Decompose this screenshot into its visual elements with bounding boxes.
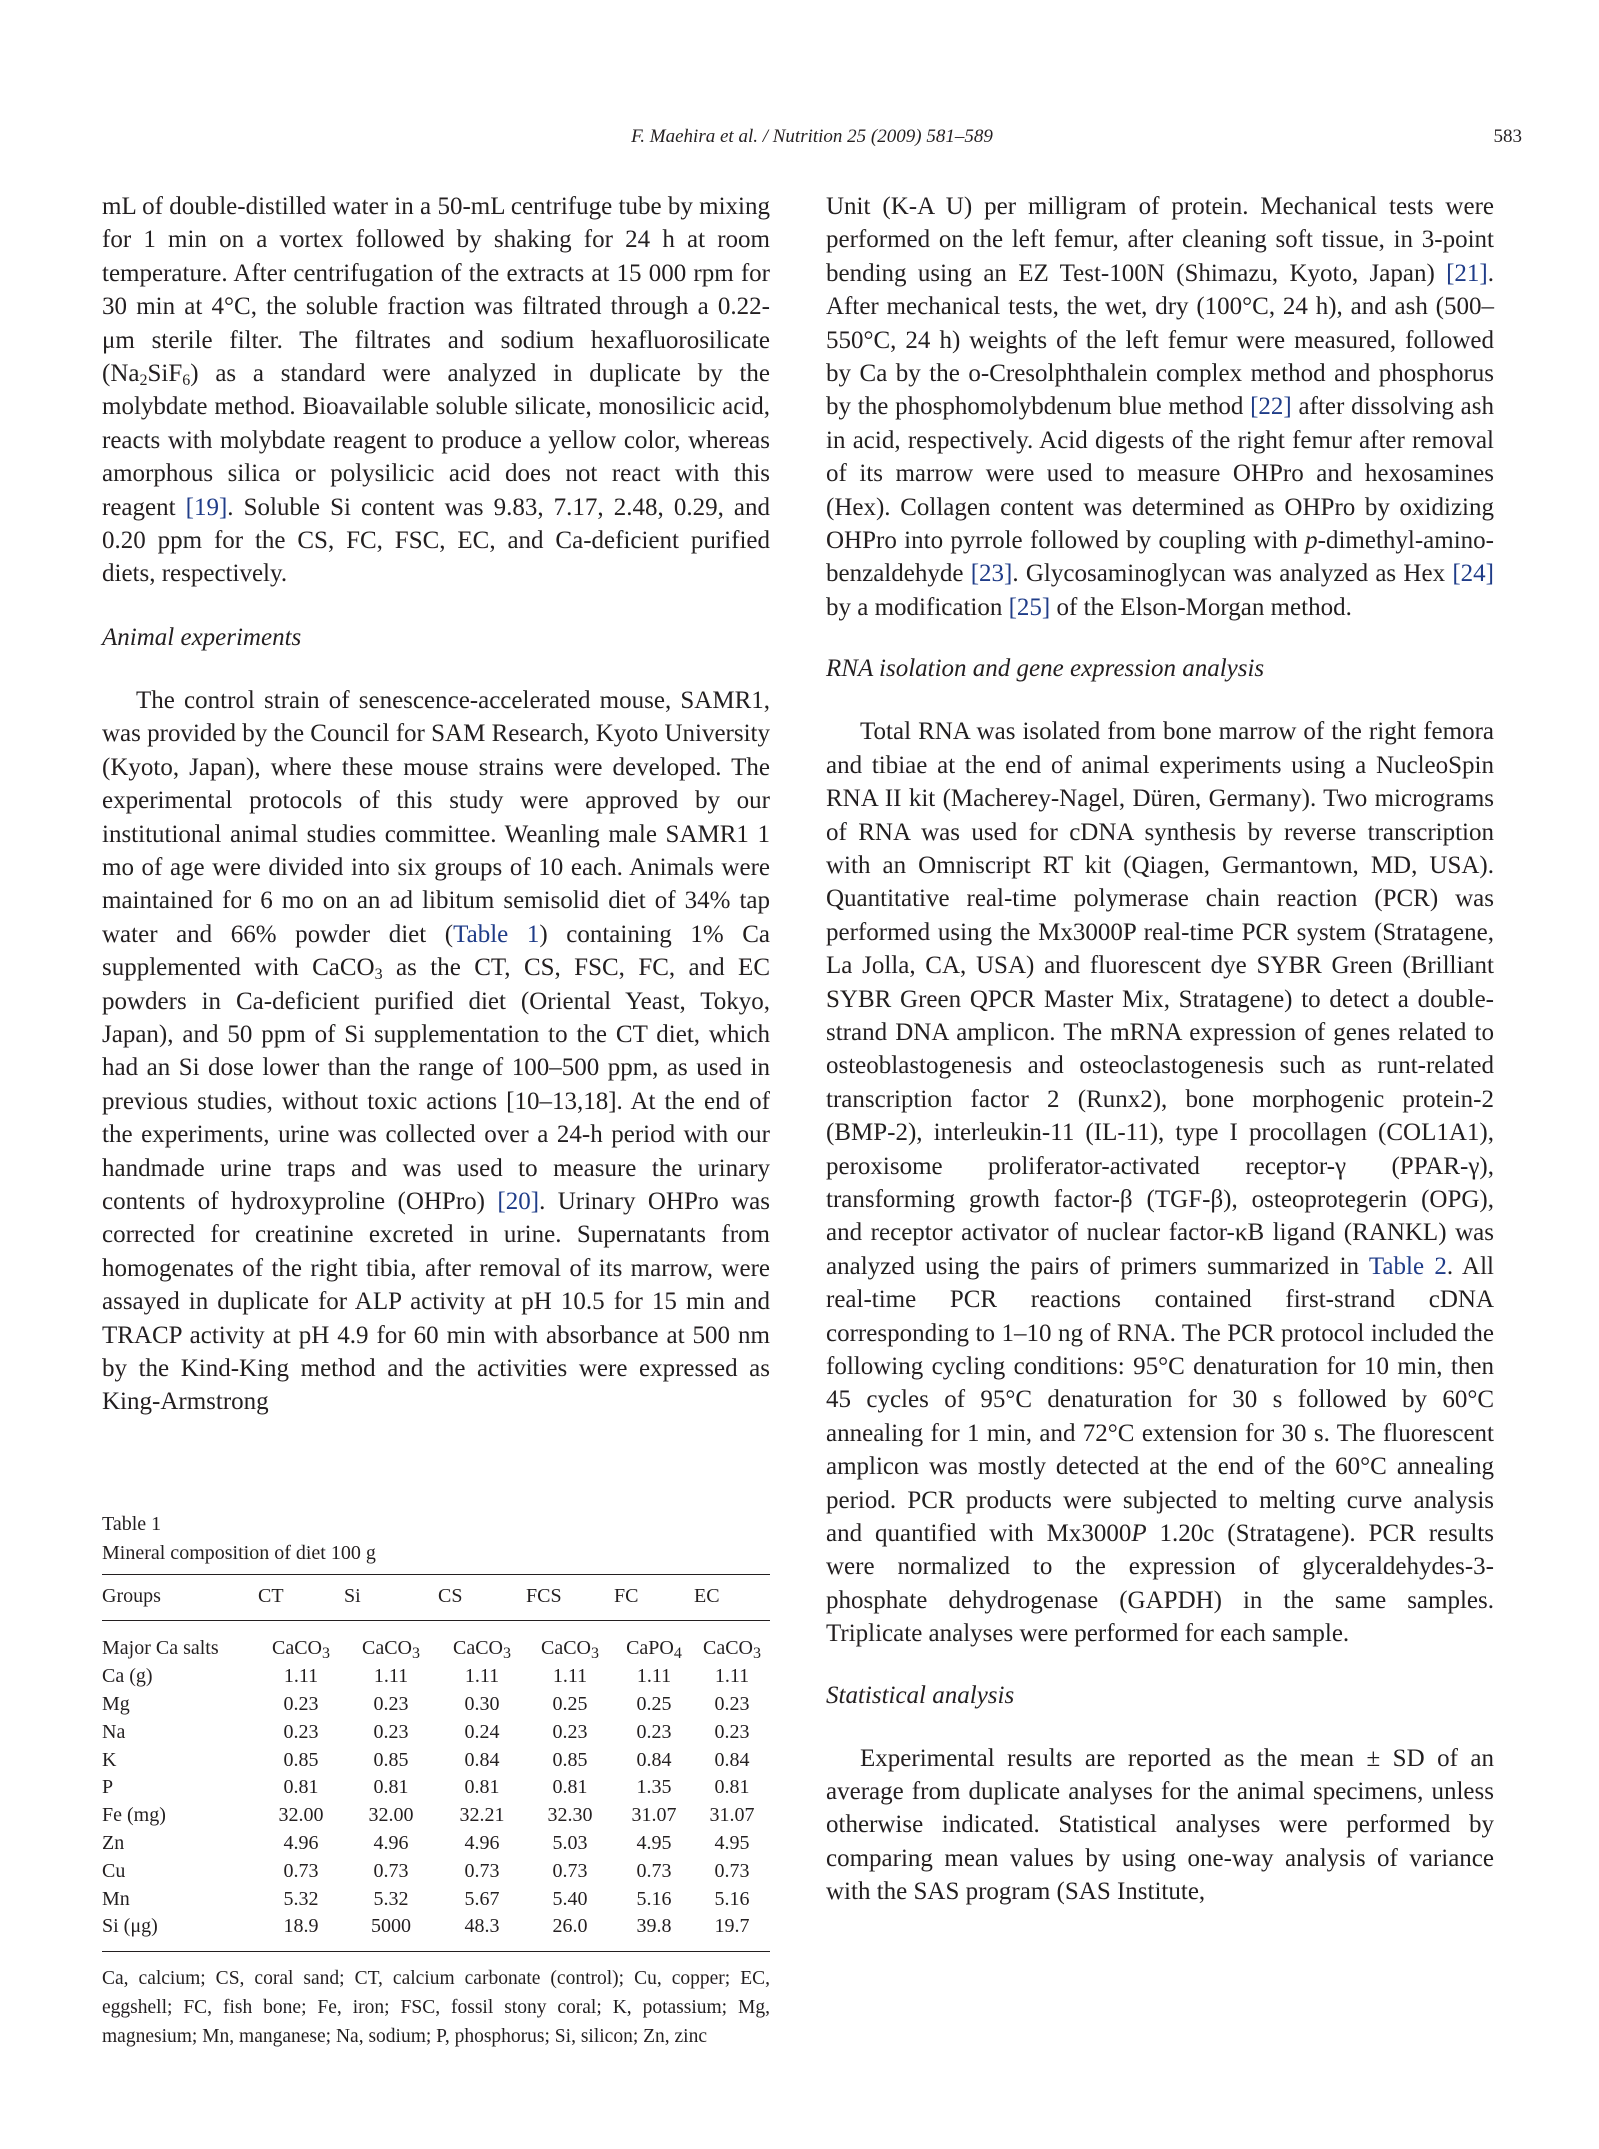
table-cell: CaCO$_3$ (362, 1637, 420, 1663)
column-header: FC (614, 1575, 694, 1621)
table-footnote: Ca, calcium; CS, coral sand; CT, calcium carbonate (control); Cu, copper; EC, eggshell; FC, fish bone; Fe, iron; FSC, fossil stony coral; K, potassium; Mg, magnesium; Mn, manganese; Na, sodium; P, phosphorus; Si, silicon; Zn, zinc (102, 1967, 770, 2047)
table-cell: 5.67 (464, 1887, 500, 1910)
column-header: CT (258, 1575, 344, 1621)
table-cell: 5.32 (283, 1887, 319, 1910)
table-cell: 0.25 (636, 1692, 672, 1715)
table-cell: 0.24 (464, 1720, 500, 1743)
table-cell: 32.00 (368, 1804, 414, 1827)
table-row (102, 1857, 770, 1885)
subscript: 3 (374, 966, 383, 984)
paragraph-mechanical-tests: Unit (K-A U) per milligram of protein. Mechanical tests were performed on the left femur, after cleaning soft tissue, in 3-point bending using an EZ Test-100N (Shimazu, Kyoto, Japan) [21]. After mechanical tests, the wet, dry (100°C, 24 h), and ash (500–550°C, 24 h) weights of the left femur were measured, followed by Ca by the o-Cresolphthalein complex method and phosphorus by the phosphomolybdenum blue method [22] after dissolving ash in acid, respectively. Acid digests of the right femur after removal of its marrow were used to measure OHPro and hexosamines (Hex). Collagen content was determined as OHPro by oxidizing OHPro into pyrrole followed by coupling with p-dimethyl-amino-benzaldehyde [23]. Glycosaminoglycan was analyzed as Hex [24] by a modification [25] of the Elson-Morgan method. (826, 193, 1494, 621)
section-heading-rna-isolation: RNA isolation and gene expression analysis (826, 655, 1265, 683)
paragraph-animal-experiments: The control strain of senescence-accelerated mouse, SAMR1, was provided by the Council for SAM Research, Kyoto University (Kyoto, Japan), where these mouse strains were developed. The experimental protocols of this study were approved by our institutional animal studies committee. Weanling male SAMR1 1 mo of age were divided into six groups of 10 each. Animals were maintained for 6 mo on an ad libitum semisolid diet of 34% tap water and 66% powder diet (Table 1) containing 1% Ca supplemented with CaCO$_3$ as the CT, CS, FSC, FC, and EC powders in Ca-deficient purified diet (Oriental Yeast, Tokyo, Japan), and 50 ppm of Si supplementation to the CT diet, which had an Si dose lower than the range of 100–500 ppm, as used in previous studies, without toxic actions [10–13,18]. At the end of the experiments, urine was collected over a 24-h period with our handmade urine traps and was used to measure the urinary contents of hydroxyproline (OHPro) [20]. Urinary OHPro was corrected for creatinine excreted in urine. Supernatants from homogenates of the right tibia, after removal of its marrow, were assayed in duplicate for ALP activity at pH 10.5 for 15 min and TRACP activity at pH 4.9 for 60 min with absorbance at 500 nm by the Kind-King method and the activities were expressed as King-Armstrong (102, 686, 771, 1416)
table-cell: 0.73 (373, 1859, 409, 1882)
table-cell: 0.84 (714, 1748, 750, 1771)
section-heading-statistical-analysis: Statistical analysis (826, 1681, 1015, 1709)
table-cell: 1.11 (714, 1665, 750, 1688)
table-cell: 5.32 (373, 1887, 409, 1910)
citation-link[interactable]: [22] (1250, 393, 1292, 421)
column-header: Groups (102, 1575, 258, 1621)
column-header: CS (438, 1575, 526, 1621)
table-cell: 0.23 (373, 1720, 409, 1743)
italic-text: p (1305, 527, 1318, 555)
table-row (102, 1621, 770, 1663)
table-cell: 0.23 (283, 1720, 319, 1743)
table-cell: 4.96 (373, 1831, 409, 1854)
table-cell: 4.96 (464, 1831, 500, 1854)
row-label: Na (102, 1720, 126, 1743)
table-cell: 5.16 (636, 1887, 672, 1910)
row-label: Cu (102, 1859, 126, 1882)
table-cell: 1.11 (636, 1665, 672, 1688)
table-row (102, 1913, 770, 1951)
table-cell: 0.23 (714, 1692, 750, 1715)
table-cell: 0.84 (464, 1748, 500, 1771)
row-label: Mn (102, 1887, 130, 1910)
table-row (102, 1830, 770, 1858)
table-cell: 0.73 (464, 1859, 500, 1882)
citation-link[interactable]: [19] (185, 493, 228, 521)
citation-link[interactable]: [25] (1008, 593, 1051, 621)
citation-link[interactable]: [21] (1446, 259, 1488, 287)
table-cell: 4.95 (714, 1831, 750, 1854)
row-label: Si (μg) (102, 1913, 258, 1951)
paragraph-statistical-analysis: Experimental results are reported as the mean ± SD of an average from duplicate analyses for the animal specimens, unless otherwise indicated. Statistical analyses were performed by comparing mean values by using one-way analysis of variance with the SAS program (SAS Institute, (826, 1744, 1494, 1906)
column-header: FCS (526, 1575, 614, 1621)
table-cell: CaCO$_3$ (703, 1637, 761, 1663)
table-body (102, 1621, 770, 1952)
table-cell: 4.96 (283, 1831, 319, 1854)
row-label: Ca (g) (102, 1665, 153, 1688)
table-cell: 31.07 (631, 1804, 677, 1827)
right-column (826, 190, 1494, 1909)
table-cell: 5.16 (714, 1887, 750, 1910)
table-cell: 5.03 (552, 1831, 588, 1854)
table-label: Table 1 (102, 1513, 162, 1535)
row-label: K (102, 1748, 117, 1771)
table-cell: 32.30 (547, 1804, 593, 1827)
table-cell: 0.23 (636, 1720, 672, 1743)
mineral-composition-table (102, 1574, 770, 1952)
table-cell: 39.8 (614, 1913, 694, 1951)
table-cell: 4.95 (636, 1831, 672, 1854)
column-header: EC (694, 1575, 770, 1621)
table-cell: 0.73 (283, 1859, 319, 1882)
table-cell: 1.11 (373, 1665, 409, 1688)
row-label: Major Ca salts (102, 1637, 219, 1660)
subscript: 6 (182, 372, 191, 390)
table-cell: 0.81 (714, 1776, 750, 1799)
citation-link[interactable]: [24] (1452, 560, 1494, 588)
row-label: P (102, 1776, 114, 1799)
table-cell: 0.81 (552, 1776, 588, 1799)
table-row (102, 1802, 770, 1830)
left-column (102, 190, 770, 1419)
section-heading-animal-experiments: Animal experiments (102, 623, 302, 651)
page-number: 583 (1493, 126, 1522, 147)
table-cell: CaCO$_3$ (272, 1637, 330, 1663)
italic-text: P (1131, 1520, 1147, 1548)
table-cell: 0.30 (464, 1692, 500, 1715)
table-cell: CaCO$_3$ (453, 1637, 511, 1663)
table-cell: 48.3 (438, 1913, 526, 1951)
table-cell: 0.81 (283, 1776, 319, 1799)
table-cell: 0.73 (636, 1859, 672, 1882)
table-cell: 1.35 (636, 1776, 672, 1799)
table-cell: CaPO$_4$ (626, 1637, 682, 1663)
table-cell: 0.85 (552, 1748, 588, 1771)
table-header-row (102, 1575, 770, 1621)
table-cell: 0.81 (373, 1776, 409, 1799)
row-label: Fe (mg) (102, 1804, 166, 1827)
table-cell: 1.11 (552, 1665, 588, 1688)
column-header: Si (344, 1575, 438, 1621)
subscript: 2 (139, 372, 148, 390)
table-caption: Mineral composition of diet 100 g (102, 1542, 376, 1564)
table-cell: 0.73 (552, 1859, 588, 1882)
table-cell: 0.23 (283, 1692, 319, 1715)
table-row (102, 1663, 770, 1691)
table-row (102, 1718, 770, 1746)
citation-link[interactable]: [20] (497, 1187, 540, 1215)
table-cell: 26.0 (526, 1913, 614, 1951)
table-cell: 32.00 (278, 1804, 324, 1827)
paragraph-rna-isolation: Total RNA was isolated from bone marrow of the right femora and tibiae at the end of animal experiments using a NucleoSpin RNA II kit (Macherey-Nagel, Düren, Germany). Two micrograms of RNA was used for cDNA synthesis by reverse transcription with an Omniscript RT kit (Qiagen, Germantown, MD, USA). Quantitative real-time polymerase chain reaction (PCR) was performed using the Mx3000P real-time PCR system (Stratagene, La Jolla, CA, USA) and fluorescent dye SYBR Green (Brilliant SYBR Green QPCR Master Mix, Stratagene) to detect a double-strand DNA amplicon. The mRNA expression of genes related to osteoblastogenesis and osteoclastogenesis such as runt-related transcription factor 2 (Runx2), bone morphogenic protein-2 (BMP-2), interleukin-11 (IL-11), type I procollagen (COL1A1), peroxisome proliferator-activated receptor-γ (PPAR-γ), transforming growth factor-β (TGF-β), osteoprotegerin (OPG), and receptor activator of nuclear factor-κB ligand (RANKL) was analyzed using the pairs of primers summarized in Table 2. All real-time PCR reactions contained first-strand cDNA corresponding to 1–10 ng of RNA. The PCR protocol included the following cycling conditions: 95°C denaturation for 10 min, then 45 cycles of 95°C denaturation for 30 s followed by 60°C annealing for 1 min, and 72°C extension for 30 s. The fluorescent amplicon was mostly detected at the end of the 60°C annealing period. PCR products were subjected to melting curve analysis and quantified with Mx3000P 1.20c (Stratagene). PCR results were normalized to the expression of glyceraldehydes-3-phosphate dehydrogenase (GAPDH) in the same samples. Triplicate analyses were performed for each sample. (826, 718, 1494, 1648)
table-row (102, 1774, 770, 1802)
table-cell: 1.11 (283, 1665, 319, 1688)
citation-link[interactable]: Table 1 (453, 920, 540, 948)
citation-link[interactable]: Table 2 (1368, 1252, 1447, 1280)
table-cell: 0.73 (714, 1859, 750, 1882)
citation-link[interactable]: [23] (970, 560, 1013, 588)
paragraph-extraction-method: mL of double-distilled water in a 50-mL centrifuge tube by mixing for 1 min on a vortex followed by shaking for 24 h at room temperature. After centrifugation of the extracts at 15 000 rpm for 30 min at 4°C, the soluble fraction was filtrated through a 0.22-μm sterile filter. The filtrates and sodium hexafluorosilicate $(Na_2SiF_6)$ as a standard were analyzed in duplicate by the molybdate method. Bioavailable soluble silicate, monosilicic acid, reacts with molybdate reagent to produce a yellow color, whereas amorphous silica or polysilicic acid does not react with this reagent [19]. Soluble Si content was 9.83, 7.17, 2.48, 0.29, and 0.20 ppm for the CS, FC, FSC, EC, and Ca-deficient purified diets, respectively. (102, 193, 770, 588)
table-cell: 31.07 (709, 1804, 755, 1827)
table-cell: 0.85 (373, 1748, 409, 1771)
row-label: Mg (102, 1692, 130, 1715)
table-1 (102, 1510, 770, 2051)
table-cell: 0.84 (636, 1748, 672, 1771)
journal-citation: F. Maehira et al. / Nutrition 25 (2009) 581–589 (631, 126, 993, 147)
table-row (102, 1691, 770, 1719)
table-cell: CaCO$_3$ (541, 1637, 599, 1663)
table-cell: 19.7 (694, 1913, 770, 1951)
table-cell: 5000 (344, 1913, 438, 1951)
table-cell: 18.9 (258, 1913, 344, 1951)
table-cell: 1.11 (464, 1665, 500, 1688)
table-cell: 0.81 (464, 1776, 500, 1799)
table-cell: 0.23 (552, 1720, 588, 1743)
table-row (102, 1885, 770, 1913)
table-cell: 32.21 (459, 1804, 505, 1827)
table-cell: 0.85 (283, 1748, 319, 1771)
table-cell: 0.23 (714, 1720, 750, 1743)
table-cell: 0.25 (552, 1692, 588, 1715)
table-row (102, 1746, 770, 1774)
table-cell: 0.23 (373, 1692, 409, 1715)
table-cell: 5.40 (552, 1887, 588, 1910)
row-label: Zn (102, 1831, 125, 1854)
running-head (102, 126, 1522, 154)
